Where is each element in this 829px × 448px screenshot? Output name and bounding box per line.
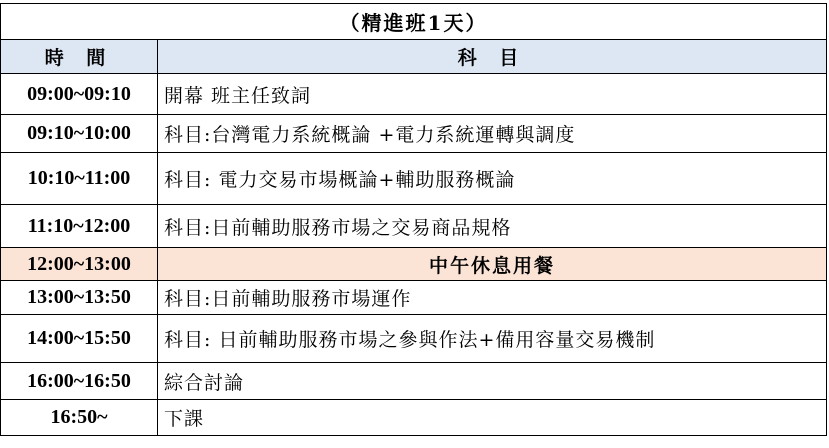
subject-cell: 下課 (158, 400, 827, 436)
subject-cell: 科目: 日前輔助服務市場之參與作法+備用容量交易機制 (158, 315, 827, 363)
lunch-label: 中午休息用餐 (158, 248, 827, 281)
table-row (1, 315, 827, 363)
time-cell: 12:00~13:00 (1, 248, 158, 281)
time-cell: 11:10~12:00 (1, 205, 158, 248)
table-row (1, 205, 827, 248)
subject-cell: 科目:日前輔助服務市場運作 (158, 281, 827, 315)
subject-cell: 開幕 班主任致詞 (158, 74, 827, 115)
header-time: 時 間 (1, 40, 158, 74)
time-cell: 09:00~09:10 (1, 74, 158, 115)
table-row (1, 363, 827, 400)
table-row (1, 115, 827, 153)
time-cell: 16:00~16:50 (1, 363, 158, 400)
table-row (1, 281, 827, 315)
time-cell: 16:50~ (1, 400, 158, 436)
header-row (1, 40, 827, 74)
table-row (1, 74, 827, 115)
subject-cell: 綜合討論 (158, 363, 827, 400)
table-row (1, 400, 827, 436)
title-row (1, 4, 827, 40)
time-cell: 13:00~13:50 (1, 281, 158, 315)
table-row (1, 153, 827, 205)
time-cell: 09:10~10:00 (1, 115, 158, 153)
subject-cell: 科目:日前輔助服務市場之交易商品規格 (158, 205, 827, 248)
time-cell: 10:10~11:00 (1, 153, 158, 205)
schedule-table (0, 3, 827, 436)
lunch-row (1, 248, 827, 281)
subject-cell: 科目:台灣電力系統概論 +電力系統運轉與調度 (158, 115, 827, 153)
schedule-title: （精進班1天） (1, 4, 827, 40)
header-subject: 科 目 (158, 40, 827, 74)
subject-cell: 科目: 電力交易市場概論+輔助服務概論 (158, 153, 827, 205)
time-cell: 14:00~15:50 (1, 315, 158, 363)
